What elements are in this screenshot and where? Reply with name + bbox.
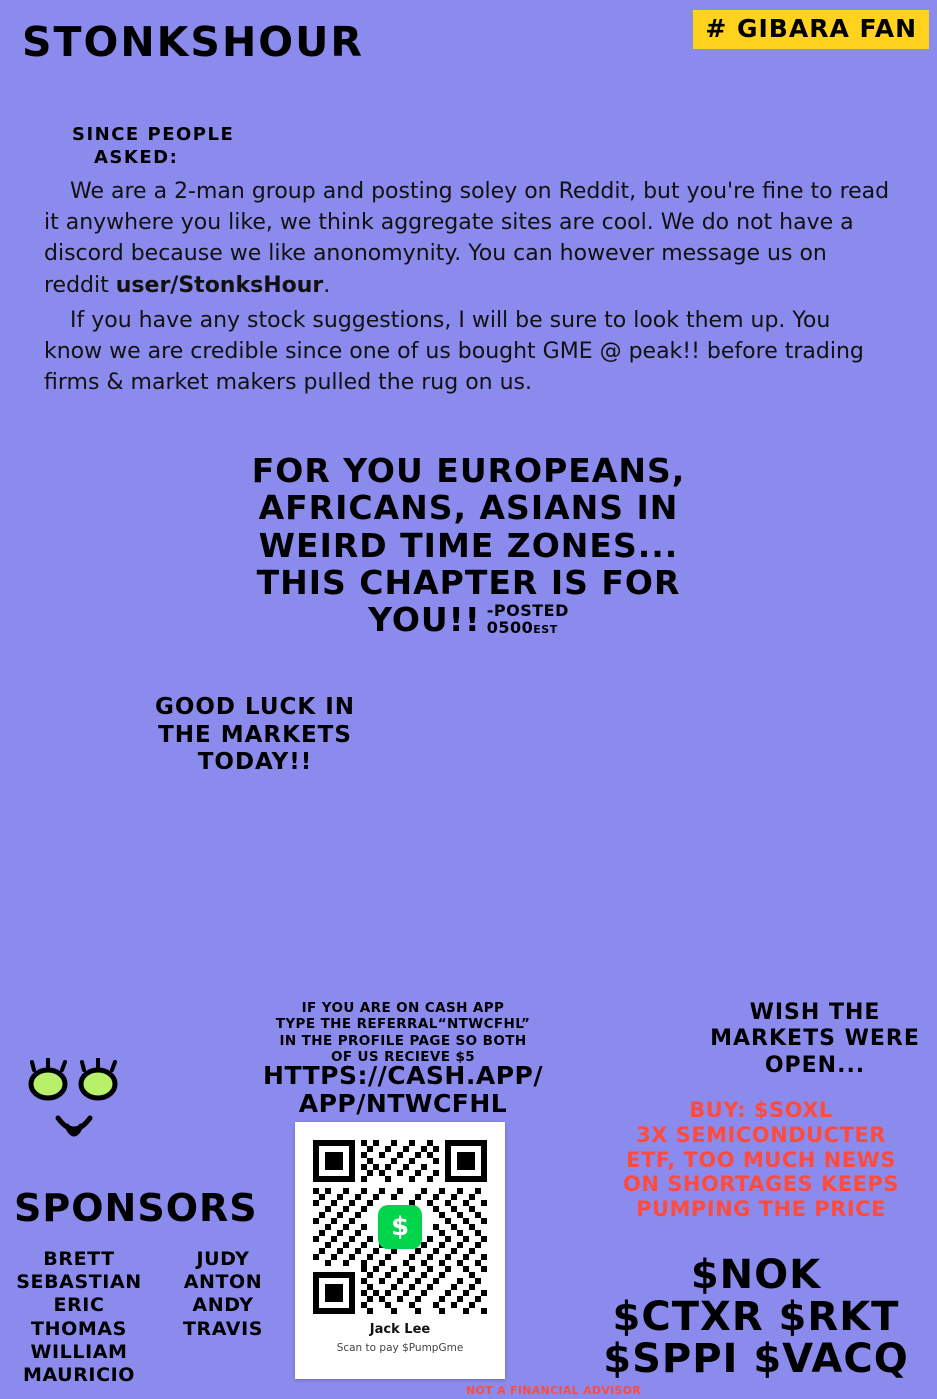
buy-recommendation	[590, 1098, 932, 1222]
ticker-line-1: $NOK	[690, 1252, 822, 1298]
sponsor-name: SEBASTIAN	[16, 1271, 142, 1294]
cashapp-note-line-4: OF US RECIEVE $5	[330, 1049, 476, 1066]
sponsor-name: BRETT	[43, 1248, 115, 1270]
reddit-handle: user/StonksHour	[115, 272, 324, 298]
ticker-list	[580, 1254, 932, 1380]
sponsors-list	[16, 1248, 286, 1387]
shout-line-5: YOU!!	[368, 600, 481, 640]
shout-line-1: FOR YOU EUROPEANS,	[251, 451, 686, 490]
sponsors-heading: SPONSORS	[14, 1186, 258, 1230]
intro-p1-part1: We are a 2-man group and posting soley on Reddit, but you're fine to read it anywhere you like, we think aggregate sites are cool. We do not have a discord because we like anonomynity. You can however message us on reddit	[44, 179, 890, 298]
buy-line-4: ON SHORTAGES KEEPS	[623, 1172, 899, 1197]
sponsor-name: TRAVIS	[182, 1317, 264, 1340]
cashapp-link-line-2: APP/NTWCFHL	[298, 1089, 508, 1118]
shout-line-3: WEIRD TIME ZONES...	[258, 525, 679, 565]
gibara-fan-badge: # GIBARA FAN	[693, 10, 929, 49]
sponsors-column-1	[16, 1248, 142, 1387]
shout-line-4: THIS CHAPTER IS FOR	[256, 562, 681, 602]
disclaimer-text: NOT A FINANCIAL ADVISOR	[466, 1384, 642, 1397]
cashapp-link[interactable]	[262, 1062, 544, 1118]
cashapp-referral-note	[272, 1000, 534, 1066]
shout-line-2: AFRICANS, ASIANS IN	[258, 488, 679, 528]
ticker-line-3: $SPPI $VACQ	[603, 1336, 909, 1382]
buy-line-2: 3X SEMICONDUCTER	[636, 1122, 886, 1147]
posted-time-value: 0500	[486, 618, 534, 638]
sponsor-name: ANDY	[192, 1294, 254, 1317]
qr-code-icon	[313, 1140, 487, 1314]
intro-paragraphs	[44, 176, 894, 403]
sponsor-name: WILLIAM	[30, 1340, 128, 1363]
cashapp-scan-hint: Scan to pay $PumpGme	[336, 1342, 464, 1354]
cashapp-link-line-1: HTTPS://CASH.APP/	[263, 1061, 543, 1090]
buy-line-3: ETF, TOO MUCH NEWS	[626, 1147, 896, 1172]
doodle-face-icon	[18, 1058, 138, 1158]
buy-line-5: PUMPING THE PRICE	[636, 1197, 886, 1222]
sponsor-name: ERIC	[53, 1294, 105, 1317]
good-luck-line-1: GOOD LUCK IN	[154, 694, 356, 720]
wish-markets-open-text	[700, 1000, 930, 1079]
timezone-shout	[0, 452, 937, 638]
sponsor-name: ANTON	[183, 1271, 263, 1294]
good-luck-line-3: TODAY!!	[197, 749, 313, 776]
cashapp-note-line-2: TYPE THE REFERRAL“NTWCFHL”	[275, 1016, 531, 1033]
wish-line-2: MARKETS WERE	[710, 1026, 920, 1052]
since-line-2: ASKED:	[94, 146, 179, 168]
page-title: STONKSHOUR	[22, 18, 364, 66]
good-luck-line-2: THE MARKETS	[158, 721, 352, 748]
cashapp-note-line-1: IF YOU ARE ON CASH APP	[301, 1000, 505, 1016]
sponsors-column-2	[160, 1248, 286, 1387]
since-people-asked-heading	[72, 124, 234, 169]
ticker-line-2: $CTXR $RKT	[612, 1294, 900, 1340]
cashapp-qr-card[interactable]	[295, 1122, 505, 1379]
cashapp-logo-icon: $	[378, 1205, 422, 1249]
posted-time	[487, 603, 569, 637]
intro-p1-part2: .	[323, 272, 331, 298]
intro-paragraph-1	[44, 176, 894, 301]
posted-time-zone: EST	[533, 623, 558, 637]
cashapp-note-line-3: IN THE PROFILE PAGE SO BOTH	[279, 1032, 527, 1049]
since-line-1: SINCE PEOPLE	[72, 124, 235, 145]
shout-line-5-row	[0, 601, 937, 638]
sponsor-name: JUDY	[196, 1248, 250, 1270]
wish-line-3: OPEN...	[764, 1052, 866, 1078]
sponsor-name: THOMAS	[31, 1317, 127, 1340]
posted-label: -POSTED	[486, 601, 569, 621]
cashapp-account-name: Jack Lee	[369, 1322, 431, 1337]
intro-paragraph-2: If you have any stock suggestions, I will be sure to look them up. You know we are credible since one of us bought GME @ peak!! before trading firms & market makers pulled the rug on us.	[44, 307, 864, 396]
wish-line-1: WISH THE	[749, 1000, 881, 1025]
sponsor-name: MAURICIO	[22, 1363, 136, 1386]
good-luck-message	[150, 694, 360, 777]
buy-line-1: BUY: $SOXL	[689, 1098, 833, 1122]
